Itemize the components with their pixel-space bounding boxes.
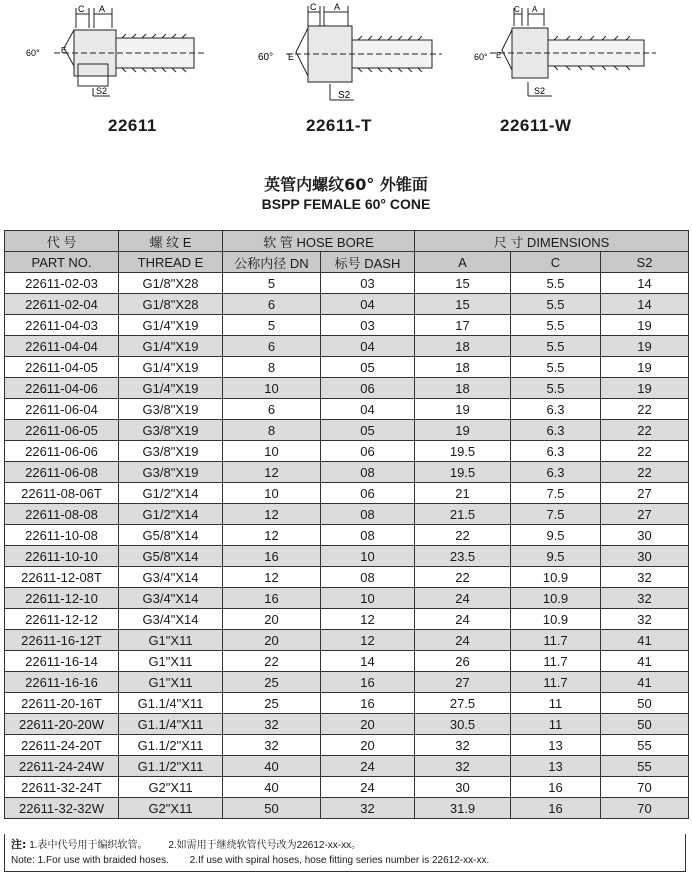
- cell-part-no: 22611-04-06: [5, 378, 119, 399]
- cell-part-no: 22611-24-20T: [5, 735, 119, 756]
- cell-dn: 16: [223, 588, 321, 609]
- cell-dash: 12: [321, 630, 415, 651]
- cell-thread: G1.1/4"X11: [119, 693, 223, 714]
- cell-s2: 55: [601, 735, 689, 756]
- cell-c: 9.5: [511, 546, 601, 567]
- label-c: C: [78, 4, 85, 14]
- cell-part-no: 22611-04-04: [5, 336, 119, 357]
- cell-dn: 5: [223, 273, 321, 294]
- cell-dn: 25: [223, 693, 321, 714]
- cell-a: 19.5: [415, 462, 511, 483]
- cell-part-no: 22611-20-16T: [5, 693, 119, 714]
- table-row: [5, 336, 689, 357]
- cell-dash: 10: [321, 588, 415, 609]
- table-row: [5, 714, 689, 735]
- label-s2: S2: [96, 86, 108, 96]
- table-row: [5, 357, 689, 378]
- cell-part-no: 22611-24-24W: [5, 756, 119, 777]
- cell-s2: 70: [601, 777, 689, 798]
- cell-s2: 19: [601, 336, 689, 357]
- cell-part-no: 22611-10-08: [5, 525, 119, 546]
- label-a: A: [532, 5, 538, 14]
- cell-dash: 20: [321, 714, 415, 735]
- cell-dash: 05: [321, 420, 415, 441]
- cell-part-no: 22611-10-10: [5, 546, 119, 567]
- drawing-22611: [14, 0, 214, 115]
- label-angle: 60°: [258, 52, 274, 63]
- label-s2: S2: [534, 86, 546, 96]
- cell-s2: 19: [601, 378, 689, 399]
- cell-c: 9.5: [511, 525, 601, 546]
- fitting-drawing-22611-T: [250, 0, 450, 110]
- cell-s2: 22: [601, 399, 689, 420]
- cell-dn: 8: [223, 420, 321, 441]
- table-row: [5, 609, 689, 630]
- cell-s2: 32: [601, 609, 689, 630]
- cell-part-no: 22611-04-03: [5, 315, 119, 336]
- cell-c: 11: [511, 693, 601, 714]
- cell-s2: 22: [601, 420, 689, 441]
- cell-c: 10.9: [511, 567, 601, 588]
- cell-part-no: 22611-06-04: [5, 399, 119, 420]
- cell-dn: 12: [223, 504, 321, 525]
- cell-a: 18: [415, 378, 511, 399]
- cell-thread: G1/4"X19: [119, 378, 223, 399]
- cell-thread: G1.1/2"X11: [119, 735, 223, 756]
- table-row: [5, 756, 689, 777]
- cell-part-no: 22611-08-06T: [5, 483, 119, 504]
- cell-c: 6.3: [511, 462, 601, 483]
- cell-dn: 40: [223, 777, 321, 798]
- cell-a: 19.5: [415, 441, 511, 462]
- cell-c: 7.5: [511, 483, 601, 504]
- cell-c: 11.7: [511, 672, 601, 693]
- model-label-22611: 22611: [108, 116, 157, 135]
- cell-c: 5.5: [511, 273, 601, 294]
- cell-a: 26: [415, 651, 511, 672]
- table-row: [5, 546, 689, 567]
- cell-c: 6.3: [511, 399, 601, 420]
- header-dash: 标号 DASH: [321, 252, 415, 273]
- cell-thread: G3/4"X14: [119, 567, 223, 588]
- notes-box: [4, 834, 686, 872]
- cell-part-no: 22611-12-12: [5, 609, 119, 630]
- cell-s2: 30: [601, 525, 689, 546]
- cell-c: 16: [511, 798, 601, 819]
- label-angle: 60°: [474, 52, 488, 62]
- cell-dn: 22: [223, 651, 321, 672]
- label-e: E: [496, 51, 502, 60]
- cell-thread: G1"X11: [119, 672, 223, 693]
- cell-dn: 10: [223, 483, 321, 504]
- cell-dn: 6: [223, 294, 321, 315]
- cell-thread: G1/4"X19: [119, 357, 223, 378]
- cell-a: 24: [415, 609, 511, 630]
- table-row: [5, 378, 689, 399]
- table-row: [5, 483, 689, 504]
- cell-part-no: 22611-20-20W: [5, 714, 119, 735]
- label-e: E: [61, 46, 67, 55]
- cell-s2: 19: [601, 357, 689, 378]
- cell-dash: 04: [321, 399, 415, 420]
- cell-part-no: 22611-06-06: [5, 441, 119, 462]
- cell-s2: 55: [601, 756, 689, 777]
- cell-part-no: 22611-16-16: [5, 672, 119, 693]
- cell-dn: 6: [223, 399, 321, 420]
- cell-a: 32: [415, 756, 511, 777]
- cell-s2: 50: [601, 693, 689, 714]
- cell-c: 5.5: [511, 336, 601, 357]
- cell-dn: 10: [223, 441, 321, 462]
- model-label-22611-W: 22611-W: [500, 116, 572, 135]
- cell-s2: 19: [601, 315, 689, 336]
- title-english: BSPP FEMALE 60° CONE: [261, 196, 431, 212]
- cell-part-no: 22611-32-24T: [5, 777, 119, 798]
- fitting-drawing-22611: [14, 0, 214, 110]
- cell-dash: 03: [321, 315, 415, 336]
- cell-part-no: 22611-08-08: [5, 504, 119, 525]
- cell-dash: 16: [321, 693, 415, 714]
- cell-thread: G1.1/2"X11: [119, 756, 223, 777]
- cell-dash: 03: [321, 273, 415, 294]
- table-row: [5, 525, 689, 546]
- cell-dn: 5: [223, 315, 321, 336]
- cell-dash: 08: [321, 525, 415, 546]
- cell-c: 11.7: [511, 651, 601, 672]
- table-row: [5, 504, 689, 525]
- cell-dash: 05: [321, 357, 415, 378]
- table-row: [5, 651, 689, 672]
- cell-dn: 6: [223, 336, 321, 357]
- label-c: C: [514, 5, 520, 14]
- cell-dash: 12: [321, 609, 415, 630]
- cell-a: 15: [415, 294, 511, 315]
- cell-s2: 70: [601, 798, 689, 819]
- cell-dn: 12: [223, 525, 321, 546]
- cell-s2: 41: [601, 672, 689, 693]
- header-row-2: [5, 252, 689, 273]
- cell-dash: 10: [321, 546, 415, 567]
- cell-dash: 08: [321, 504, 415, 525]
- cell-dash: 08: [321, 462, 415, 483]
- cell-s2: 27: [601, 504, 689, 525]
- cell-dash: 24: [321, 756, 415, 777]
- cell-dash: 06: [321, 441, 415, 462]
- table-row: [5, 672, 689, 693]
- header-a: A: [415, 252, 511, 273]
- drawing-22611-W: [470, 0, 670, 115]
- table-row: [5, 462, 689, 483]
- cell-thread: G5/8"X14: [119, 525, 223, 546]
- cell-a: 30.5: [415, 714, 511, 735]
- cell-a: 15: [415, 273, 511, 294]
- cell-c: 5.5: [511, 378, 601, 399]
- table-row: [5, 777, 689, 798]
- table-row: [5, 420, 689, 441]
- cell-c: 13: [511, 735, 601, 756]
- table-row: [5, 630, 689, 651]
- header-row-1: [5, 231, 689, 252]
- note-cn-1: 1.表中代号用于编织软管。: [29, 840, 148, 851]
- cell-s2: 32: [601, 567, 689, 588]
- cell-a: 30: [415, 777, 511, 798]
- cell-dash: 08: [321, 567, 415, 588]
- cell-thread: G1/2"X14: [119, 504, 223, 525]
- cell-a: 21.5: [415, 504, 511, 525]
- cell-a: 22: [415, 567, 511, 588]
- cell-s2: 41: [601, 651, 689, 672]
- notes-label: 注:: [11, 838, 27, 851]
- cell-dn: 16: [223, 546, 321, 567]
- cell-s2: 27: [601, 483, 689, 504]
- cell-dn: 12: [223, 462, 321, 483]
- header-dimensions: 尺 寸 DIMENSIONS: [415, 231, 689, 252]
- cell-dash: 06: [321, 378, 415, 399]
- cell-s2: 30: [601, 546, 689, 567]
- cell-thread: G1/4"X19: [119, 336, 223, 357]
- cell-a: 32: [415, 735, 511, 756]
- cell-dn: 20: [223, 630, 321, 651]
- cell-thread: G5/8"X14: [119, 546, 223, 567]
- cell-a: 18: [415, 336, 511, 357]
- note-en-1: Note: 1.For use with braided hoses.: [11, 855, 169, 866]
- cell-part-no: 22611-06-08: [5, 462, 119, 483]
- cell-thread: G2"X11: [119, 798, 223, 819]
- cell-thread: G1/8"X28: [119, 273, 223, 294]
- cell-s2: 41: [601, 630, 689, 651]
- note-cn-2: 2.如需用于继绕软管代号改为22612-xx-xx。: [168, 840, 362, 851]
- cell-thread: G3/8"X19: [119, 420, 223, 441]
- table-row: [5, 273, 689, 294]
- cell-s2: 14: [601, 294, 689, 315]
- header-dn: 公称内径 DN: [223, 252, 321, 273]
- cell-thread: G1"X11: [119, 651, 223, 672]
- cell-dash: 24: [321, 777, 415, 798]
- cell-thread: G1"X11: [119, 630, 223, 651]
- cell-a: 18: [415, 357, 511, 378]
- cell-s2: 22: [601, 462, 689, 483]
- cell-dash: 20: [321, 735, 415, 756]
- cell-s2: 50: [601, 714, 689, 735]
- label-a: A: [334, 2, 341, 12]
- table-row: [5, 294, 689, 315]
- header-thread-en: THREAD E: [119, 252, 223, 273]
- title-chinese: 英管内螺纹60° 外锥面: [264, 175, 428, 194]
- model-label-22611-T: 22611-T: [306, 116, 372, 135]
- cell-a: 22: [415, 525, 511, 546]
- label-s2: S2: [338, 90, 351, 101]
- cell-part-no: 22611-16-14: [5, 651, 119, 672]
- cell-dash: 04: [321, 336, 415, 357]
- cell-thread: G3/8"X19: [119, 441, 223, 462]
- cell-dash: 32: [321, 798, 415, 819]
- cell-dn: 32: [223, 714, 321, 735]
- cell-dn: 10: [223, 378, 321, 399]
- cell-a: 24: [415, 588, 511, 609]
- cell-a: 19: [415, 420, 511, 441]
- cell-c: 10.9: [511, 609, 601, 630]
- cell-a: 31.9: [415, 798, 511, 819]
- cell-part-no: 22611-12-08T: [5, 567, 119, 588]
- cell-a: 27: [415, 672, 511, 693]
- cell-thread: G1/8"X28: [119, 294, 223, 315]
- header-c: C: [511, 252, 601, 273]
- header-part-cn: 代 号: [5, 231, 119, 252]
- cell-dn: 40: [223, 756, 321, 777]
- header-hose-bore: 软 管 HOSE BORE: [223, 231, 415, 252]
- cell-dn: 25: [223, 672, 321, 693]
- cell-thread: G1/2"X14: [119, 483, 223, 504]
- cell-a: 19: [415, 399, 511, 420]
- table-row: [5, 693, 689, 714]
- cell-dash: 14: [321, 651, 415, 672]
- table-row: [5, 588, 689, 609]
- table-row: [5, 567, 689, 588]
- cell-c: 5.5: [511, 294, 601, 315]
- label-a: A: [99, 4, 106, 14]
- cell-part-no: 22611-12-10: [5, 588, 119, 609]
- cell-dn: 12: [223, 567, 321, 588]
- cell-c: 13: [511, 756, 601, 777]
- cell-a: 17: [415, 315, 511, 336]
- cell-part-no: 22611-16-12T: [5, 630, 119, 651]
- cell-thread: G3/8"X19: [119, 462, 223, 483]
- cell-c: 7.5: [511, 504, 601, 525]
- drawing-22611-T: [250, 0, 450, 115]
- cell-part-no: 22611-02-03: [5, 273, 119, 294]
- cell-thread: G1.1/4"X11: [119, 714, 223, 735]
- note-en-2: 2.If use with spiral hoses, hose fitting series number is 22612-xx-xx.: [189, 855, 490, 866]
- cell-dash: 06: [321, 483, 415, 504]
- cell-c: 5.5: [511, 315, 601, 336]
- cell-dn: 32: [223, 735, 321, 756]
- cell-a: 21: [415, 483, 511, 504]
- cell-thread: G3/4"X14: [119, 588, 223, 609]
- cell-thread: G3/4"X14: [119, 609, 223, 630]
- notes-line-en: [11, 853, 679, 869]
- header-thread-cn: 螺 纹 E: [119, 231, 223, 252]
- cell-thread: G3/8"X19: [119, 399, 223, 420]
- table-row: [5, 735, 689, 756]
- cell-part-no: 22611-06-05: [5, 420, 119, 441]
- cell-part-no: 22611-04-05: [5, 357, 119, 378]
- cell-c: 11: [511, 714, 601, 735]
- spec-table-body: [5, 273, 689, 819]
- fitting-drawing-22611-W: [470, 0, 670, 110]
- notes-line-cn: [11, 837, 679, 853]
- cell-a: 23.5: [415, 546, 511, 567]
- label-angle: 60°: [26, 48, 40, 58]
- cell-c: 16: [511, 777, 601, 798]
- cell-c: 6.3: [511, 420, 601, 441]
- table-row: [5, 798, 689, 819]
- table-row: [5, 399, 689, 420]
- cell-thread: G1/4"X19: [119, 315, 223, 336]
- header-s2: S2: [601, 252, 689, 273]
- cell-s2: 14: [601, 273, 689, 294]
- cell-part-no: 22611-02-04: [5, 294, 119, 315]
- cell-dn: 20: [223, 609, 321, 630]
- cell-dash: 04: [321, 294, 415, 315]
- cell-thread: G2"X11: [119, 777, 223, 798]
- label-e: E: [288, 52, 295, 62]
- cell-dash: 16: [321, 672, 415, 693]
- cell-s2: 32: [601, 588, 689, 609]
- header-part-en: PART NO.: [5, 252, 119, 273]
- cell-dn: 50: [223, 798, 321, 819]
- cell-part-no: 22611-32-32W: [5, 798, 119, 819]
- cell-c: 6.3: [511, 441, 601, 462]
- cell-s2: 22: [601, 441, 689, 462]
- cell-a: 27.5: [415, 693, 511, 714]
- cell-dn: 8: [223, 357, 321, 378]
- cell-c: 11.7: [511, 630, 601, 651]
- table-row: [5, 315, 689, 336]
- cell-c: 5.5: [511, 357, 601, 378]
- spec-table: [4, 230, 689, 819]
- cell-a: 24: [415, 630, 511, 651]
- table-row: [5, 441, 689, 462]
- cell-c: 10.9: [511, 588, 601, 609]
- label-c: C: [310, 2, 317, 12]
